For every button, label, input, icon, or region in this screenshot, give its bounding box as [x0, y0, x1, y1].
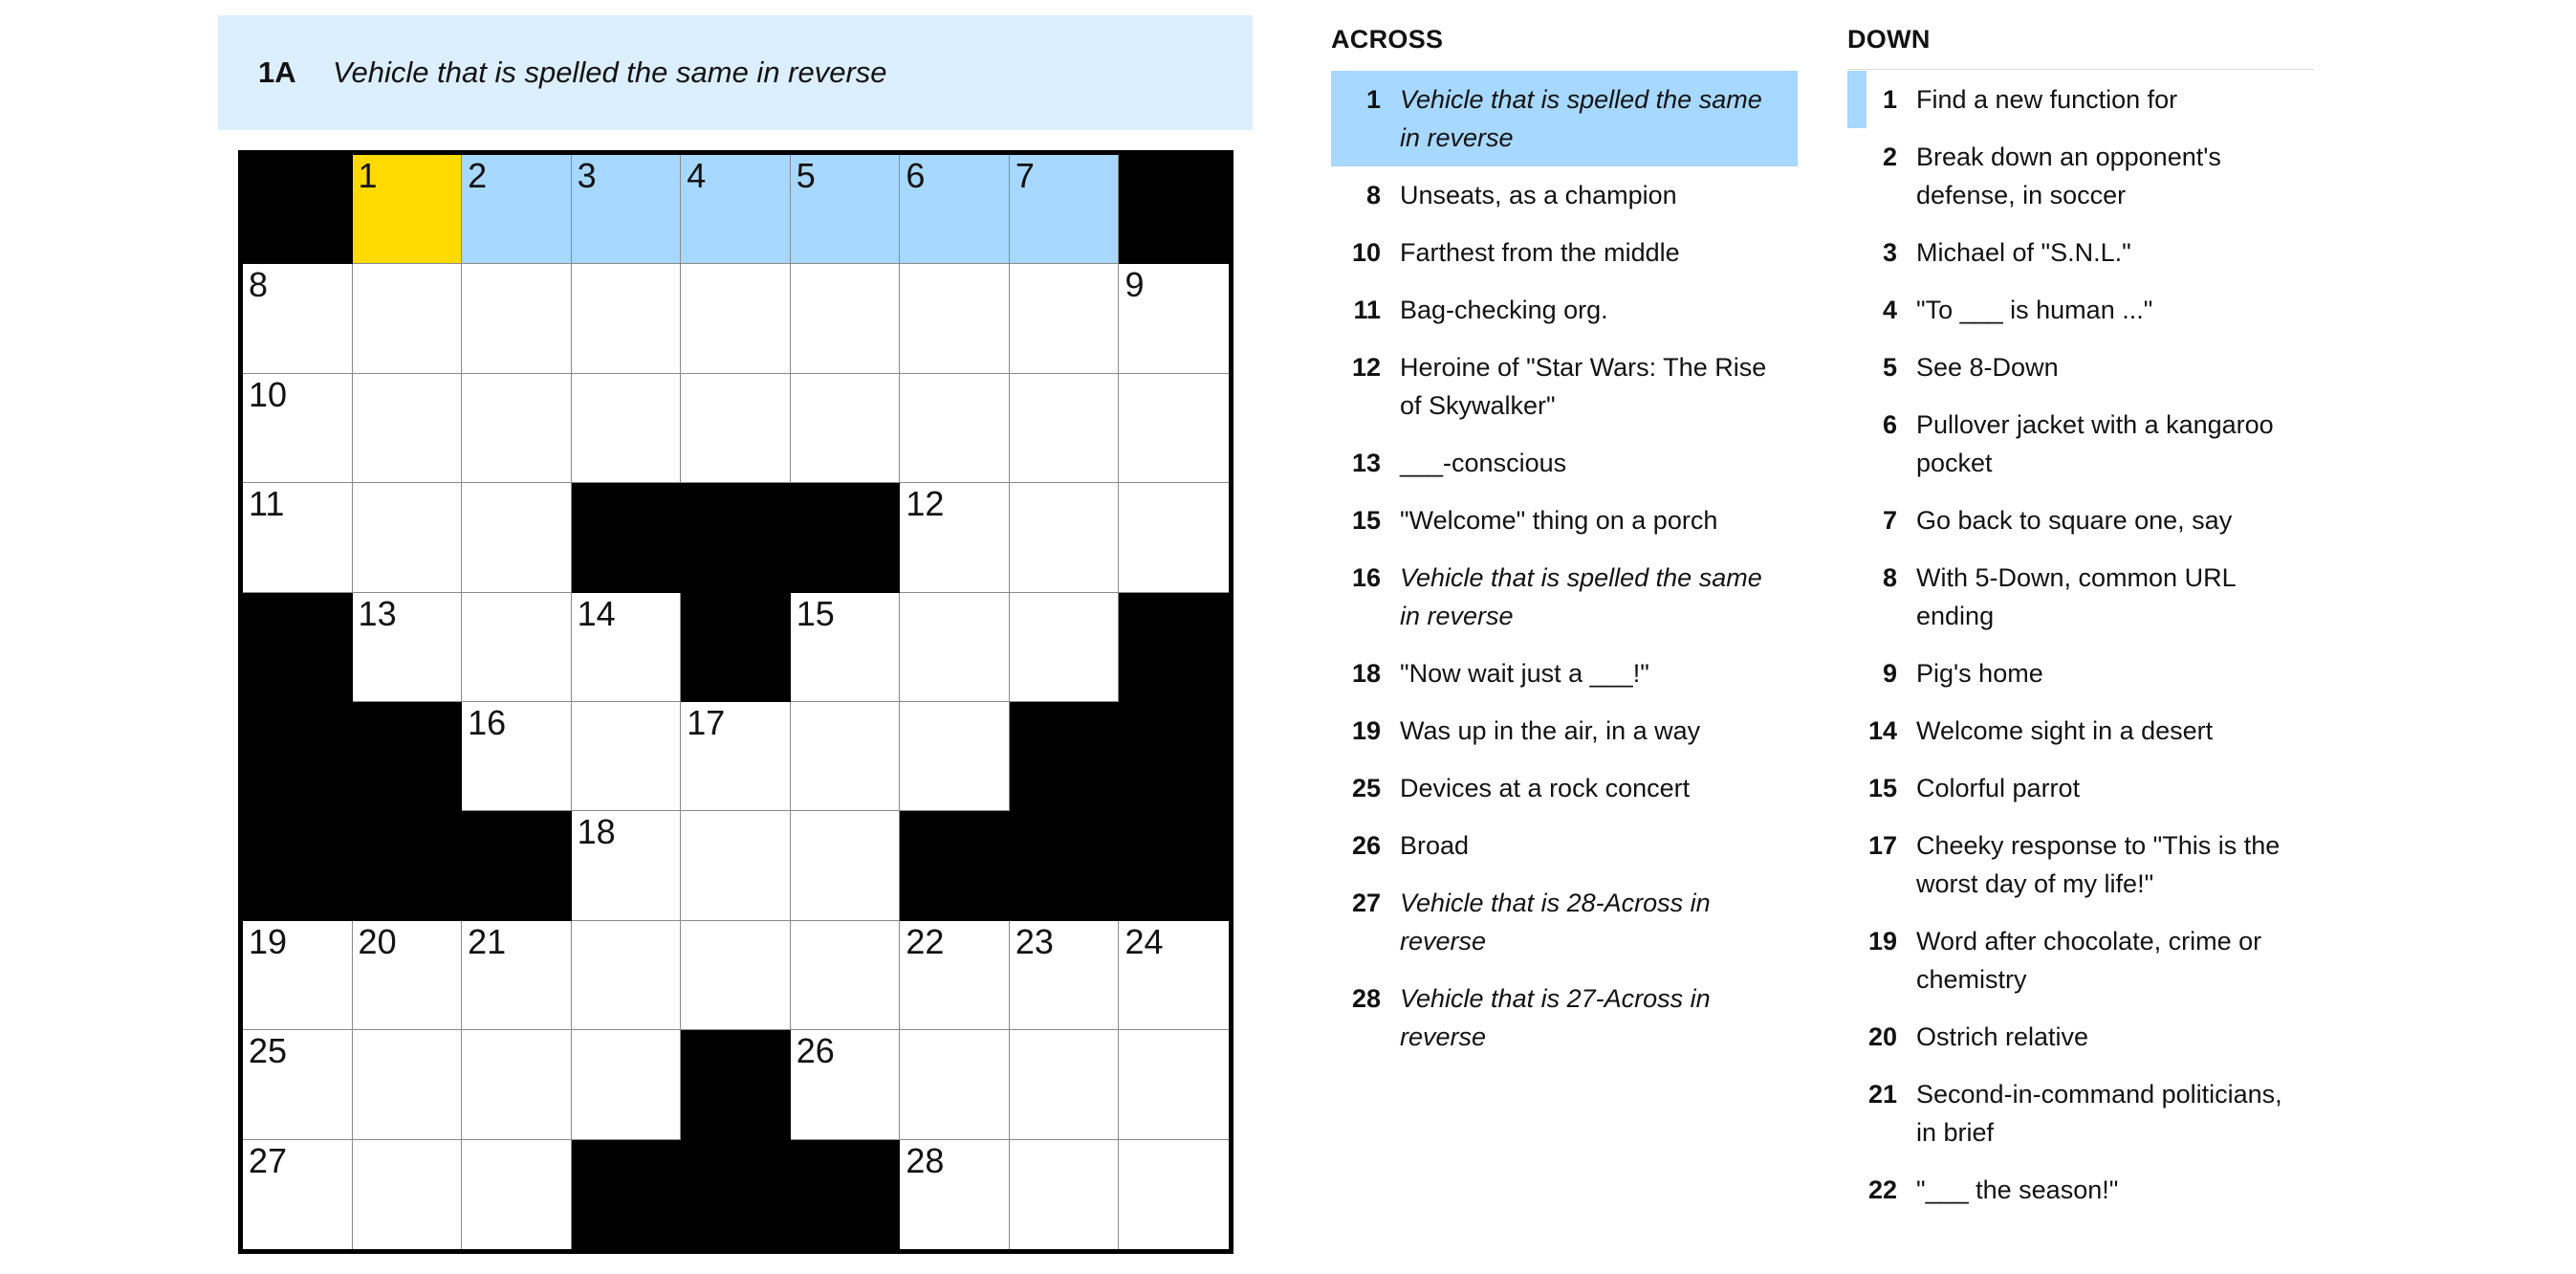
down-clue-item[interactable]: [1847, 128, 2314, 224]
grid-cell[interactable]: [243, 374, 353, 483]
clue-number: 27: [1351, 889, 1381, 917]
clue-number: 6: [1882, 410, 1897, 439]
cell-number: 5: [796, 156, 816, 195]
clue-number: 4: [1882, 296, 1897, 324]
cell-number: 16: [468, 703, 507, 742]
cell-number: 27: [249, 1140, 288, 1180]
cell-number: 15: [796, 593, 835, 633]
clue-number: 11: [1353, 296, 1381, 324]
clue-text: Pig's home: [1916, 659, 2043, 688]
across-clue-item[interactable]: [1331, 645, 1798, 702]
clue-text: Go back to square one, say: [1916, 506, 2233, 535]
clue-text: Devices at a rock concert: [1400, 774, 1691, 802]
grid-cell[interactable]: [353, 374, 463, 483]
down-clue-item[interactable]: [1847, 912, 2314, 1008]
down-clue-item[interactable]: [1847, 71, 2314, 128]
across-clue-item[interactable]: [1331, 281, 1798, 339]
cell-number: 4: [687, 156, 707, 195]
down-clue-item[interactable]: [1847, 645, 2314, 702]
down-clue-item[interactable]: [1847, 396, 2314, 492]
clue-text: Ostrich relative: [1916, 1022, 2089, 1051]
grid-block-cell: [791, 483, 901, 592]
clue-number: 17: [1867, 831, 1897, 860]
grid-cell[interactable]: [462, 593, 572, 702]
grid-cell[interactable]: [462, 483, 572, 592]
clue-number: 10: [1351, 238, 1381, 267]
clue-text: Broad: [1400, 831, 1470, 860]
grid-cell[interactable]: [681, 374, 791, 483]
grid-cell[interactable]: [1010, 1030, 1120, 1139]
grid-cell[interactable]: [791, 921, 901, 1030]
grid-cell[interactable]: [791, 593, 901, 702]
clue-text: Farthest from the middle: [1400, 238, 1680, 267]
clue-number: 3: [1882, 238, 1897, 267]
clue-text: Colorful parrot: [1916, 774, 2081, 802]
grid-cell[interactable]: [681, 921, 791, 1030]
grid-block-cell: [681, 1030, 791, 1139]
grid-cell[interactable]: [1119, 1030, 1229, 1139]
cell-number: 19: [249, 921, 288, 961]
clue-text: Unseats, as a champion: [1400, 181, 1677, 209]
down-clue-item[interactable]: [1847, 281, 2314, 339]
clue-number: 7: [1882, 506, 1897, 535]
grid-block-cell: [1119, 811, 1229, 920]
down-clue-item[interactable]: [1847, 1065, 2314, 1161]
cell-number: 11: [249, 484, 285, 524]
grid-cell[interactable]: [900, 483, 1010, 592]
clue-number: 12: [1351, 353, 1381, 382]
down-clue-item[interactable]: [1847, 1161, 2314, 1219]
clue-text: Was up in the air, in a way: [1400, 716, 1701, 745]
grid-cell[interactable]: [791, 811, 901, 920]
across-clue-item[interactable]: [1331, 702, 1798, 759]
cell-number: 1: [358, 156, 378, 195]
across-clue-item[interactable]: [1331, 434, 1798, 492]
grid-cell[interactable]: [681, 702, 791, 811]
grid-cell[interactable]: [1119, 921, 1229, 1030]
cell-number: 12: [906, 484, 945, 524]
current-clue-bar[interactable]: [218, 15, 1253, 130]
clue-number: 25: [1351, 774, 1381, 802]
grid-cell[interactable]: [243, 1030, 353, 1139]
across-clue-item[interactable]: [1331, 492, 1798, 549]
clue-number: 14: [1867, 716, 1897, 745]
down-clue-item[interactable]: [1847, 1008, 2314, 1065]
grid-cell[interactable]: [462, 1140, 572, 1249]
down-clue-item[interactable]: [1847, 759, 2314, 817]
clue-number: 1: [1365, 85, 1381, 114]
down-clue-item[interactable]: [1847, 549, 2314, 645]
cell-number: 2: [468, 156, 488, 195]
down-clue-item[interactable]: [1847, 492, 2314, 549]
grid-cell[interactable]: [462, 1030, 572, 1139]
across-clue-item[interactable]: [1331, 874, 1798, 970]
grid-cell[interactable]: [900, 702, 1010, 811]
clue-number: 18: [1351, 659, 1381, 688]
clue-number: 8: [1882, 563, 1897, 592]
grid-cell[interactable]: [900, 155, 1010, 264]
grid-cell[interactable]: [900, 921, 1010, 1030]
grid-cell[interactable]: [791, 702, 901, 811]
grid-cell[interactable]: [353, 155, 463, 264]
grid-block-cell: [1010, 811, 1120, 920]
current-clue-label: 1A: [258, 55, 296, 89]
across-clue-item[interactable]: [1331, 224, 1798, 281]
clue-number: 26: [1351, 831, 1381, 860]
grid-cell[interactable]: [791, 264, 901, 373]
grid-cell[interactable]: [681, 264, 791, 373]
clue-text: Heroine of "Star Wars: The Rise of Skywalker": [1400, 353, 1767, 420]
grid-cell[interactable]: [681, 811, 791, 920]
grid-block-cell: [353, 702, 463, 811]
grid-cell[interactable]: [1010, 593, 1120, 702]
clue-number: 28: [1351, 984, 1381, 1013]
clue-text: Vehicle that is spelled the same in reverse: [1400, 563, 1762, 630]
clue-text: Vehicle that is 28-Across in reverse: [1400, 889, 1711, 956]
clue-number: 5: [1882, 353, 1897, 382]
clue-number: 9: [1882, 659, 1897, 688]
grid-cell[interactable]: [900, 374, 1010, 483]
down-clue-items: [1847, 71, 2314, 1219]
clue-text: "Now wait just a ___!": [1400, 659, 1649, 688]
across-clue-item[interactable]: [1331, 71, 1798, 166]
grid-cell[interactable]: [900, 593, 1010, 702]
clue-text: "To ___ is human ...": [1916, 296, 2153, 324]
current-clue-text: Vehicle that is spelled the same in reverse: [333, 55, 887, 89]
down-clue-item[interactable]: [1847, 817, 2314, 912]
cell-number: 7: [1015, 156, 1035, 195]
grid-block-cell: [572, 1140, 682, 1249]
grid-cell[interactable]: [572, 155, 682, 264]
down-clue-item[interactable]: [1847, 224, 2314, 281]
cell-number: 8: [249, 265, 269, 305]
grid-cell[interactable]: [1010, 483, 1120, 592]
clue-text: Pullover jacket with a kangaroo pocket: [1916, 410, 2274, 477]
clue-text: Find a new function for: [1916, 85, 2178, 114]
grid-block-cell: [1119, 593, 1229, 702]
clue-number: 2: [1882, 143, 1897, 171]
grid-block-cell: [1010, 702, 1120, 811]
cell-number: 10: [249, 374, 288, 414]
grid-cell[interactable]: [1119, 264, 1229, 373]
grid-block-cell: [572, 483, 682, 592]
across-clue-item[interactable]: [1331, 970, 1798, 1065]
grid-cell[interactable]: [900, 264, 1010, 373]
across-clue-items: [1331, 71, 1798, 1065]
clue-number: 19: [1867, 927, 1897, 956]
grid-block-cell: [681, 1140, 791, 1249]
grid-block-cell: [243, 593, 353, 702]
clue-text: Word after chocolate, crime or chemistry: [1916, 927, 2262, 994]
across-clue-item[interactable]: [1331, 759, 1798, 817]
grid-block-cell: [791, 1140, 901, 1249]
grid-cell[interactable]: [462, 264, 572, 373]
cell-number: 21: [468, 921, 507, 961]
down-clue-item[interactable]: [1847, 702, 2314, 759]
clue-text: Bag-checking org.: [1400, 296, 1608, 324]
cell-number: 13: [358, 593, 397, 633]
grid-cell[interactable]: [1010, 264, 1120, 373]
grid-block-cell: [243, 702, 353, 811]
grid-cell[interactable]: [353, 1140, 463, 1249]
cell-number: 25: [249, 1031, 288, 1071]
cell-number: 23: [1015, 921, 1054, 961]
clue-text: Break down an opponent's defense, in soccer: [1916, 143, 2221, 209]
down-heading-divider: [1847, 69, 2314, 70]
clue-text: Michael of "S.N.L.": [1916, 238, 2131, 267]
grid-cell[interactable]: [572, 1030, 682, 1139]
grid-block-cell: [353, 811, 463, 920]
grid-block-cell: [243, 811, 353, 920]
grid-cell[interactable]: [572, 593, 682, 702]
grid-cell[interactable]: [462, 702, 572, 811]
clue-number: 16: [1351, 563, 1381, 592]
grid-cell[interactable]: [572, 264, 682, 373]
cell-number: 3: [577, 156, 597, 195]
grid-cell[interactable]: [791, 1030, 901, 1139]
grid-cell[interactable]: [572, 921, 682, 1030]
grid-cell[interactable]: [1010, 921, 1120, 1030]
grid-block-cell: [681, 593, 791, 702]
clue-number: 22: [1867, 1175, 1897, 1204]
cell-number: 22: [906, 921, 945, 961]
clue-text: Vehicle that is spelled the same in reverse: [1400, 85, 1762, 152]
clue-number: 15: [1351, 506, 1381, 535]
across-clue-item[interactable]: [1331, 817, 1798, 874]
cell-number: 17: [687, 703, 726, 742]
down-heading: DOWN: [1847, 25, 1931, 54]
clue-text: "Welcome" thing on a porch: [1400, 506, 1718, 535]
grid-cell[interactable]: [243, 483, 353, 592]
clue-number: 8: [1365, 181, 1381, 209]
clue-text: Welcome sight in a desert: [1916, 716, 2214, 745]
grid-cell[interactable]: [900, 1030, 1010, 1139]
down-clue-item[interactable]: [1847, 339, 2314, 396]
grid-cell[interactable]: [353, 264, 463, 373]
grid-block-cell: [243, 155, 353, 264]
grid-cell[interactable]: [1119, 374, 1229, 483]
clue-number: 15: [1867, 774, 1897, 802]
grid-block-cell: [900, 811, 1010, 920]
clue-number: 21: [1867, 1080, 1897, 1109]
grid-cell[interactable]: [791, 374, 901, 483]
cell-number: 24: [1124, 921, 1164, 961]
grid-cell[interactable]: [353, 483, 463, 592]
grid-cell[interactable]: [353, 1030, 463, 1139]
clue-text: ___-conscious: [1400, 449, 1567, 477]
cell-number: 18: [577, 812, 616, 852]
across-clue-item[interactable]: [1331, 339, 1798, 434]
clue-text: See 8-Down: [1916, 353, 2059, 382]
cell-number: 28: [906, 1140, 945, 1180]
grid-cell[interactable]: [243, 264, 353, 373]
grid-cell[interactable]: [243, 1140, 353, 1249]
clue-number: 19: [1351, 716, 1381, 745]
crossword-grid[interactable]: [238, 150, 1233, 1254]
clue-number: 13: [1351, 449, 1381, 477]
grid-block-cell: [1119, 155, 1229, 264]
cell-number: 6: [906, 156, 926, 195]
clue-text: Cheeky response to "This is the worst day of my life!": [1916, 831, 2281, 898]
grid-block-cell: [462, 811, 572, 920]
grid-cell[interactable]: [1010, 155, 1120, 264]
grid-cell[interactable]: [1010, 1140, 1120, 1249]
across-clue-item[interactable]: [1331, 166, 1798, 224]
cell-number: 26: [796, 1031, 835, 1071]
grid-cell[interactable]: [791, 155, 901, 264]
grid-cell[interactable]: [1010, 374, 1120, 483]
grid-cell[interactable]: [462, 921, 572, 1030]
grid-cell[interactable]: [572, 702, 682, 811]
grid-cell[interactable]: [900, 1140, 1010, 1249]
clue-text: With 5-Down, common URL ending: [1916, 563, 2236, 630]
grid-block-cell: [681, 483, 791, 592]
clue-text: "___ the season!": [1916, 1175, 2119, 1204]
cell-number: 20: [358, 921, 397, 961]
clue-text: Second-in-command politicians, in brief: [1916, 1080, 2282, 1147]
grid-block-cell: [1119, 702, 1229, 811]
grid-cell[interactable]: [681, 155, 791, 264]
across-heading: ACROSS: [1331, 25, 1444, 54]
clue-text: Vehicle that is 27-Across in reverse: [1400, 984, 1711, 1051]
grid-cell[interactable]: [243, 921, 353, 1030]
grid-cell[interactable]: [353, 921, 463, 1030]
grid-cell[interactable]: [572, 811, 682, 920]
cell-number: 9: [1124, 265, 1145, 305]
grid-cell[interactable]: [1119, 483, 1229, 592]
grid-cell[interactable]: [353, 593, 463, 702]
grid-cell[interactable]: [572, 374, 682, 483]
grid-cell[interactable]: [1119, 1140, 1229, 1249]
clue-number: 1: [1882, 85, 1897, 114]
grid-cell[interactable]: [462, 155, 572, 264]
grid-cell[interactable]: [462, 374, 572, 483]
cell-number: 14: [577, 593, 616, 633]
across-clue-item[interactable]: [1331, 549, 1798, 645]
clue-number: 20: [1867, 1022, 1897, 1051]
